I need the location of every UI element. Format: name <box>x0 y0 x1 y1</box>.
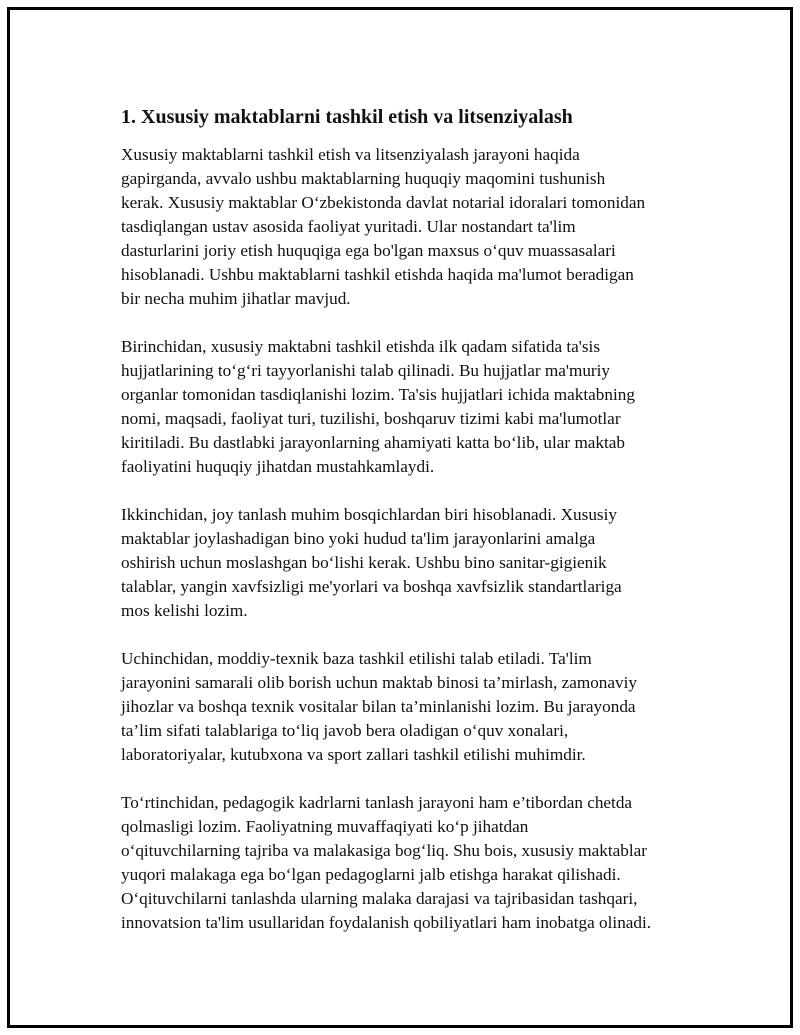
paragraph-second: Ikkinchidan, joy tanlash muhim bosqichlardan biri hisoblanadi. Xususiy maktablar joylashadigan bino yoki hudud ta'lim jarayonlarini amalga oshirish uchun moslashgan bo‘lishi kerak. Ushbu bino sanitar-gigienik talablar, yangin xavfsizligi me'yorlari va boshqa xavfsizlik standartlariga mos kelishi lozim. <box>121 505 622 620</box>
section-heading: 1. Xususiy maktablarni tashkil etish va litsenziyalash <box>121 106 573 128</box>
document-body <box>121 104 701 959</box>
paragraph-intro: Xususiy maktablarni tashkil etish va litsenziyalash jarayoni haqida gapirganda, avvalo ushbu maktablarning huquqiy maqomini tushunish kerak. Xususiy maktablar O‘zbekistonda davlat notarial idoralari tomonidan tasdiqlangan ustav asosida faoliyat yuritadi. Ular nostandart ta'lim dasturlarini joriy etish huquqiga ega bo'lgan maxsus o‘quv muassasalari hisoblanadi. Ushbu maktablarni tashkil etishda haqida ma'lumot beradigan bir necha muhim jihatlar mavjud. <box>121 145 646 308</box>
paragraph-first: Birinchidan, xususiy maktabni tashkil etishda ilk qadam sifatida ta'sis hujjatlarining to‘g‘ri tayyorlanishi talab qilinadi. Bu hujjatlar ma'muriy organlar tomonidan tasdiqlanishi lozim. Ta'sis hujjatlari ichida maktabning nomi, maqsadi, faoliyat turi, tuzilishi, boshqaruv tizimi kabi ma'lumotlar kiritiladi. Bu dastlabki jarayonlarning ahamiyati katta bo‘lib, ular maktab faoliyatini huquqiy jihatdan mustahkamlaydi. <box>121 337 635 476</box>
paragraph-third: Uchinchidan, moddiy-texnik baza tashkil etilishi talab etiladi. Ta'lim jarayonini samarali olib borish uchun maktab binosi ta’mirlash, zamonaviy jihozlar va boshqa texnik vositalar bilan ta’minlanishi lozim. Bu jarayonda ta’lim sifati talablariga to‘liq javob bera oladigan o‘quv xonalari, laboratoriyalar, kutubxona va sport zallari tashkil etilishi muhimdir. <box>121 649 637 764</box>
paragraph-fourth: To‘rtinchidan, pedagogik kadrlarni tanlash jarayoni ham e’tibordan chetda qolmasligi lozim. Faoliyatning muvaffaqiyati ko‘p jihatdan o‘qituvchilarning tajriba va malakasiga bog‘liq. Shu bois, xususiy maktablar yuqori malakaga ega bo‘lgan pedagoglarni jalb etishga harakat qilishadi. O‘qituvchilarni tanlashda ularning malaka darajasi va tajribasidan tashqari, innovatsion ta'lim usullaridan foydalanish qobiliyatlari ham inobatga olinadi. <box>121 793 652 932</box>
page-frame <box>7 7 793 1028</box>
